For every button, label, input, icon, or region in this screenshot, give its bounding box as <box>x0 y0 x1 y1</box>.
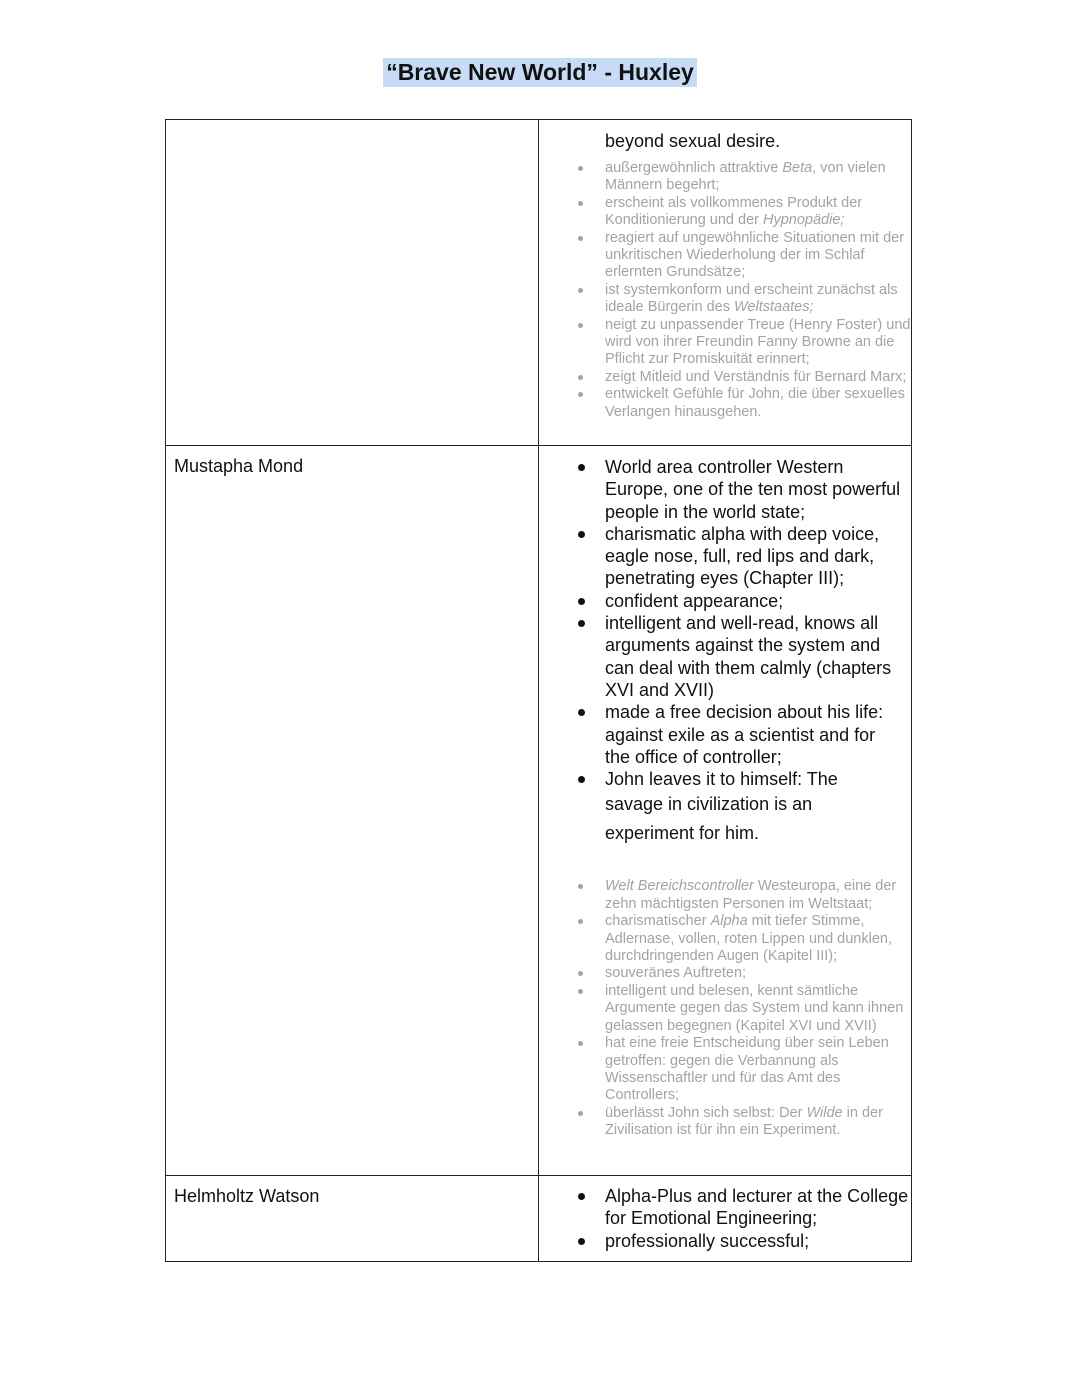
character-name: Helmholtz Watson <box>174 1186 320 1206</box>
list-item <box>539 230 911 282</box>
list-item: professionally successful; <box>539 1230 911 1252</box>
list-item <box>539 317 911 369</box>
list-item-text: in der Zivilisation ist für ihn ein Experiment. <box>605 1104 883 1139</box>
italic-term: Wilde <box>806 1104 843 1121</box>
list-item-text: ist systemkonform und erscheint zunächst als ideale Bürgerin des <box>605 281 898 316</box>
list-item-text: neigt zu unpassender Treue (Henry Foster) und wird von ihrer Freundin Fanny Browne an die Pflicht zur Promiskuität erinnert; <box>605 316 911 368</box>
list-item-text: , von vielen Männern begehrt; <box>605 160 886 194</box>
italic-term: Weltstaates; <box>733 299 814 316</box>
character-table <box>165 119 912 1262</box>
list-item: World area controller Western Europe, one of the ten most powerful people in the world state; <box>539 456 903 523</box>
list-item-text: Westeuropa, eine der zehn mächtigsten Personen im Weltstaat; <box>605 878 897 912</box>
list-item-text: entwickelt Gefühle für John, die über sexuelles Verlangen hinausgehen. <box>605 386 905 420</box>
list-item: made a free decision about his life: against exile as a scientist and for the office of controller; <box>539 701 903 768</box>
list-item-text: mit tiefer Stimme, Adlernase, vollen, roten Lippen und dunklen, durchdringenden Augen (Kapitel III); <box>605 913 892 965</box>
list-item <box>539 369 911 386</box>
list-item: charismatic alpha with deep voice, eagle nose, full, red lips and dark, penetrating eyes (Chapter III); <box>539 523 903 590</box>
character-description-cell <box>539 120 912 446</box>
list-item-text: souveränes Auftreten; <box>605 965 747 982</box>
list-item <box>539 160 911 195</box>
list-item <box>539 878 911 913</box>
italic-term: Welt Bereichscontroller <box>605 878 754 895</box>
list-item <box>539 965 911 982</box>
list-item-line: savage in civilization is an <box>605 794 813 815</box>
character-name-cell <box>166 446 539 1176</box>
italic-term: Beta <box>782 160 813 176</box>
list-item <box>539 913 911 965</box>
table-row <box>166 1176 912 1262</box>
page-title: “Brave New World” - Huxley <box>383 58 697 87</box>
character-name-cell <box>166 120 539 446</box>
list-item <box>539 282 911 317</box>
character-name-cell <box>166 1176 539 1262</box>
list-item-text: reagiert auf ungewöhnliche Situationen mit der unkritischen Wiederholung der im Schlaf erlernten Grundsätze; <box>605 229 905 281</box>
table-row <box>166 120 912 446</box>
english-bullet-list <box>539 446 911 847</box>
list-item-line: experiment for him. <box>605 822 760 843</box>
character-name <box>166 120 538 140</box>
character-description-cell <box>539 446 912 1176</box>
italic-term: Alpha <box>710 913 748 930</box>
table-row <box>166 446 912 1176</box>
list-item-text: erscheint als vollkommenes Produkt der Konditionierung und der <box>605 194 863 229</box>
italic-term: Hypnopädie; <box>763 212 845 229</box>
list-item-text: intelligent und belesen, kennt sämtliche Argumente gegen das System und kann ihnen gelassen begegnen (Kapitel XVI und XVII) <box>605 982 904 1034</box>
list-item: confident appearance; <box>539 590 903 612</box>
list-item <box>539 1035 911 1105</box>
character-name: Mustapha Mond <box>174 456 304 476</box>
continued-text: beyond sexual desire. <box>605 131 781 151</box>
list-item-text: außergewöhnlich attraktive <box>605 160 783 176</box>
list-item <box>539 386 911 421</box>
list-item <box>539 195 911 230</box>
list-item-line: John leaves it to himself: The <box>605 769 838 790</box>
german-bullet-list <box>539 847 911 1147</box>
list-item <box>539 768 903 847</box>
title-wrap <box>0 58 1080 87</box>
list-item-text: charismatischer <box>605 913 711 930</box>
list-item: Alpha-Plus and lecturer at the College for Emotional Engineering; <box>539 1185 911 1230</box>
list-item <box>539 1105 911 1140</box>
list-item-text: hat eine freie Entscheidung über sein Leben getroffen: gegen die Verbannung als Wissenschaftler und für das Amt des Controllers; <box>605 1035 889 1104</box>
english-bullet-list <box>539 1176 911 1261</box>
list-item: intelligent and well-read, knows all arguments against the system and can deal with them calmly (chapters XVI and XVII) <box>539 612 903 701</box>
list-item <box>539 983 911 1035</box>
list-item-text: überlässt John sich selbst: Der <box>605 1104 807 1121</box>
list-item-text: zeigt Mitleid und Verständnis für Bernard Marx; <box>605 368 907 385</box>
character-description-cell <box>539 1176 912 1262</box>
german-bullet-list <box>539 154 911 429</box>
